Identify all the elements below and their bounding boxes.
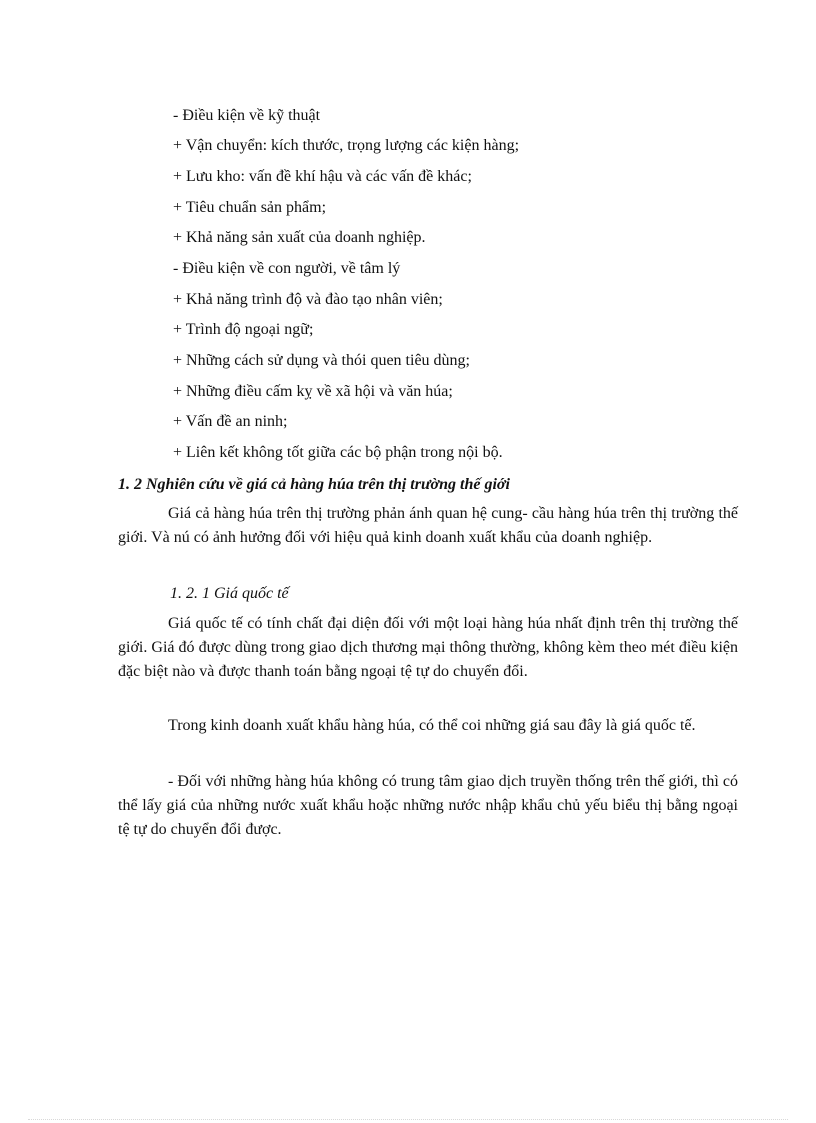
- page-bottom-rule: [28, 1119, 788, 1120]
- paragraph: - Đối với những hàng húa không có trung tâm giao dịch truyền thống trên thế giới, thì có thể lấy giá của những nước xuất khẩu hoặc những nước nhập khẩu chủ yếu biểu thị bằng ngoại tệ tự do chuyển đổi được.: [118, 773, 738, 838]
- list-item: + Trình độ ngoại ngữ;: [173, 321, 314, 338]
- paragraph: Trong kinh doanh xuất khẩu hàng húa, có thể coi những giá sau đây là giá quốc tế.: [168, 717, 696, 734]
- paragraph: Giá cả hàng húa trên thị trường phản ánh quan hệ cung- cầu hàng húa trên thị trường thế giới. Và nú có ảnh hưởng đối với hiệu quả kinh doanh xuất khẩu của doanh nghiệp.: [118, 505, 738, 546]
- list-item: + Tiêu chuẩn sản phẩm;: [173, 199, 327, 216]
- list-item: + Khả năng trình độ và đào tạo nhân viên;: [173, 291, 443, 308]
- list-item: + Những cách sử dụng và thói quen tiêu dùng;: [173, 352, 470, 369]
- list-item: - Điều kiện về kỹ thuật: [173, 107, 321, 124]
- list-item: - Điều kiện về con người, về tâm lý: [173, 260, 401, 277]
- section-heading: 1. 2 Nghiên cứu về giá cả hàng húa trên thị trường thế giới: [118, 476, 510, 493]
- list-item: + Khả năng sản xuất của doanh nghiệp.: [173, 229, 426, 246]
- paragraph: Giá quốc tế có tính chất đại diện đối với một loại hàng húa nhất định trên thị trường thế giới. Giá đó được dùng trong giao dịch thương mại thông thường, không kèm theo mét điều kiện đặc biệt nào và được thanh toán bằng ngoại tệ tự do chuyển đổi.: [118, 615, 738, 680]
- list-item: + Liên kết không tốt giữa các bộ phận trong nội bộ.: [173, 444, 503, 461]
- list-item: + Những điều cấm kỵ về xã hội và văn húa;: [173, 383, 453, 400]
- subsection-heading: 1. 2. 1 Giá quốc tế: [170, 585, 289, 602]
- list-item: + Lưu kho: vấn đề khí hậu và các vấn đề khác;: [173, 168, 472, 185]
- list-item: + Vấn đề an ninh;: [173, 413, 288, 430]
- list-item: + Vận chuyển: kích thước, trọng lượng các kiện hàng;: [173, 137, 520, 154]
